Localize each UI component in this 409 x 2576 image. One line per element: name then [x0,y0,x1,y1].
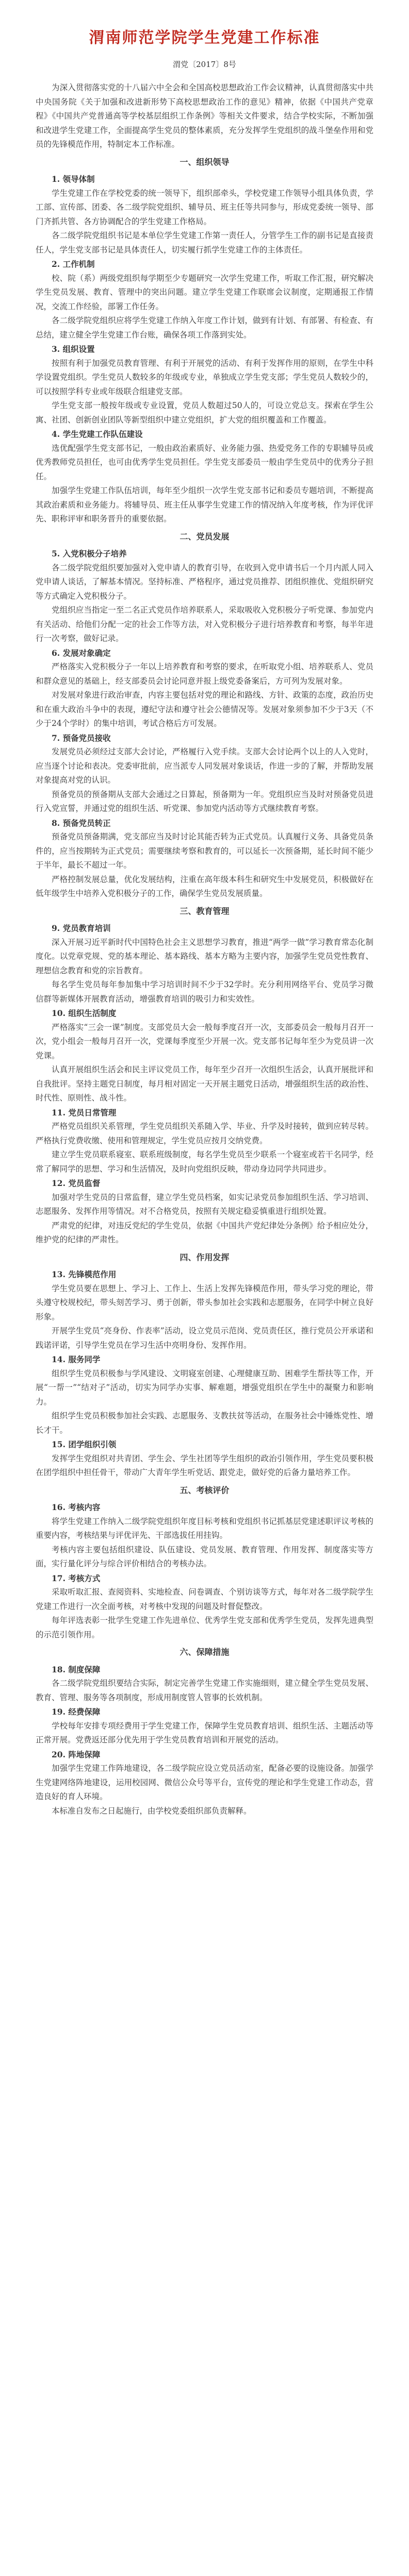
section-heading: 4. 学生党建工作队伍建设 [52,429,143,439]
document-number: 渭党〔2017〕8号 [173,60,236,69]
section-heading: 12. 党员监督 [52,1178,101,1188]
body-paragraph: 预备党员预备期满，党支部应当及时讨论其能否转为正式党员。认真履行义务、具备党员条件的，应当按期转为正式党员；需要继续考察和教育的，可以延长一次预备期，延长时间不能少于半年，最长不超过一年。 [36,832,373,870]
section-heading: 11. 党员日常管理 [52,1107,117,1117]
body-paragraph: 发展党员必须经过支部大会讨论，严格履行入党手续。支部大会讨论两个以上的人入党时，应当逐个讨论和表决。党委审批前，应当派专人同发展对象谈话，作进一步的了解，并帮助发展对象提高对党的认识。 [36,747,373,785]
body-paragraph: 每名学生党员每年参加集中学习培训时间不少于32学时。充分利用网络平台、党员学习微信群等新媒体开展教育活动，增强教育培训的吸引力和实效性。 [36,980,373,1004]
chapter-heading: 二、党员发展 [179,531,230,541]
body-paragraph: 学生党支部一般按年级或专业设置，党员人数超过50人的，可设立党总支。探索在学生公寓、社团、创新创业团队等新型组织中建立党组织，扩大党的组织覆盖和工作覆盖。 [36,401,373,425]
body-paragraph: 开展学生党员“亮身份、作表率”活动，设立党员示范岗、党员责任区，推行党员公开承诺和践诺评诺，引导学生党员在学习生活中亮明身份、发挥作用。 [36,1326,373,1350]
body-paragraph: 对发展对象进行政治审查，内容主要包括对党的理论和路线、方针、政策的态度，政治历史和在重大政治斗争中的表现，遵纪守法和遵守社会公德情况等。发展对象须参加不少于3天（不少于24个学时）的集中培训，考试合格后方可发展。 [36,690,373,728]
body-paragraph: 各二级学院党组织要结合实际，制定完善学生党建工作实施细则，建立健全学生党员发展、教育、管理、服务等各项制度，形成用制度管人管事的长效机制。 [36,1679,373,1702]
body-paragraph: 深入开展习近平新时代中国特色社会主义思想学习教育，推进“两学一做”学习教育常态化制度化。以党章党规、党的基本理论、基本路线、基本方略为主要内容，加强学生党员党性教育、理想信念教育和党的宗旨教育。 [36,937,373,975]
body-paragraph: 发挥学生党组织对共青团、学生会、学生社团等学生组织的政治引领作用，学生党员要积极在团学组织中担任骨干，带动广大青年学生听党话、跟党走，做好党的后备力量培养工作。 [36,1453,373,1477]
section-heading: 15. 团学组织引领 [52,1439,117,1449]
body-paragraph: 按照有利于加强党员教育管理、有利于开展党的活动、有利于发挥作用的原则，在学生中科学设置党组织。学生党员人数较多的年级或专业，单独成立学生党支部；学生党员人数较少的，可以按照学科专业或年级联合组建党支部。 [36,358,373,396]
section-heading: 8. 预备党员转正 [52,818,111,828]
body-paragraph: 加强学生党建工作队伍培训，每年至少组织一次学生党支部书记和委员专题培训，不断提高其政治素质和业务能力。将辅导员、班主任从事学生党建工作的情况纳入年度考核，作为评优评先、职称评审和职务晋升的重要依据。 [36,486,373,523]
body-paragraph: 各二级学院党组织书记是本单位学生党建工作第一责任人，分管学生工作的副书记是直接责任人，学生党支部书记是具体责任人，切实履行抓学生党建工作的主体责任。 [36,231,373,255]
body-paragraph: 加强对学生党员的日常监督，建立学生党员档案，如实记录党员参加组织生活、学习培训、志愿服务、发挥作用等情况。对不合格党员，按照有关规定稳妥慎重进行组织处置。 [36,1192,373,1216]
body-paragraph: 各二级学院党组织要加强对入党申请人的教育引导，在收到入党申请书后一个月内派人同入党申请人谈话，了解基本情况。坚持标准、严格程序，通过党员推荐、团组织推优、党组织研究等方式确定入党积极分子。 [36,563,373,601]
document-body [36,155,373,1819]
body-paragraph: 认真开展组织生活会和民主评议党员工作，每年至少召开一次组织生活会，认真开展批评和自我批评。坚持主题党日制度，每月相对固定一天开展主题党日活动，增强组织生活的政治性、时代性、原则性、战斗性。 [36,1065,373,1103]
body-paragraph: 组织学生党员积极参与学风建设、文明寝室创建、心理健康互助、困难学生帮扶等工作，开展“一帮一”“结对子”活动，切实为同学办实事、解难题，增强党组织在学生中的凝聚力和影响力。 [36,1368,373,1406]
chapter-heading: 三、教育管理 [179,906,230,916]
body-paragraph: 严格落实“三会一课”制度。支部党员大会一般每季度召开一次，支部委员会一般每月召开一次，党小组会一般每月召开一次，党课每季度至少开展一次。党支部书记每年至少为党员讲一次党课。 [36,1022,373,1060]
section-heading: 13. 先锋模范作用 [52,1269,117,1279]
section-heading: 5. 入党积极分子培养 [52,549,127,558]
body-paragraph: 校、院（系）两级党组织每学期至少专题研究一次学生党建工作，听取工作汇报，研究解决学生党员发展、教育、管理中的突出问题。建立学生党建工作联席会议制度，定期通报工作情况，交流工作经验，部署工作任务。 [36,273,373,311]
section-heading: 19. 经费保障 [52,1707,101,1717]
body-paragraph: 将学生党建工作纳入二级学院党组织年度目标考核和党组织书记抓基层党建述职评议考核的重要内容，考核结果与评优评先、干部选拔任用挂钩。 [36,1516,373,1540]
body-paragraph: 学校每年安排专项经费用于学生党建工作，保障学生党员教育培训、组织生活、主题活动等正常开展。党费返还部分优先用于学生党员教育培训和开展党的活动。 [36,1721,373,1744]
chapter-heading: 一、组织领导 [179,157,230,167]
body-paragraph: 各二级学院党组织应将学生党建工作纳入年度工作计划，做到有计划、有部署、有检查、有总结，建立健全学生党建工作台账，确保各项工作落到实处。 [36,316,373,340]
intro-paragraph: 为深入贯彻落实党的十八届六中全会和全国高校思想政治工作会议精神，认真贯彻落实中共中央国务院《关于加强和改进新形势下高校思想政治工作的意见》精神，依据《中国共产党章程》《中国共产党普通高等学校基层组织工作条例》等相关文件要求，结合学校实际，不断加强和改进学生党建工作，全面提高学生党员的整体素质，充分发挥学生党组织的战斗堡垒作用和党员的先锋模范作用，特制定本工作标准。 [36,83,373,149]
section-heading: 2. 工作机制 [52,259,95,269]
chapter-heading: 六、保障措施 [179,1647,230,1657]
body-paragraph: 本标准自发布之日起施行，由学校党委组织部负责解释。 [52,1806,252,1816]
chapter-heading: 四、作用发挥 [179,1252,230,1262]
document-title: 渭南师范学院学生党建工作标准 [89,29,320,47]
section-heading: 14. 服务同学 [52,1354,101,1364]
body-paragraph: 学生党建工作在学校党委的统一领导下，组织部牵头，学校党建工作领导小组具体负责，学工部、宣传部、团委、各二级学院党组织、辅导员、班主任等共同参与，形成党委统一领导、部门齐抓共管、各方协调配合的学生党建工作格局。 [36,188,373,226]
body-paragraph: 加强学生党建工作阵地建设，各二级学院应设立党员活动室，配备必要的设施设备。加强学生党建网络阵地建设，运用校园网、微信公众号等平台，宣传党的理论和学生党建工作动态，营造良好的育人环境。 [36,1764,373,1801]
body-paragraph: 严格党员组织关系管理，学生党员组织关系随入学、毕业、升学及时接转，做到应转尽转。严格执行党费收缴、使用和管理规定，学生党员应按月交纳党费。 [36,1122,373,1145]
section-heading: 16. 考核内容 [52,1502,101,1512]
body-paragraph: 严格落实入党积极分子一年以上培养教育和考察的要求，在听取党小组、培养联系人、党员和群众意见的基础上，经支部委员会讨论同意并报上级党委备案后，方可列为发展对象。 [36,662,373,686]
body-paragraph: 选优配强学生党支部书记，一般由政治素质好、业务能力强、热爱党务工作的专职辅导员或优秀教师党员担任，也可由优秀学生党员担任。学生党支部委员一般由学生党员中的优秀分子担任。 [36,443,373,481]
section-heading: 1. 领导体制 [52,174,95,184]
section-heading: 18. 制度保障 [52,1664,101,1674]
section-heading: 10. 组织生活制度 [52,1008,117,1018]
section-heading: 7. 预备党员接收 [52,733,111,743]
section-heading: 9. 党员教育培训 [52,923,111,933]
section-heading: 3. 组织设置 [52,344,95,354]
body-paragraph: 采取听取汇报、查阅资料、实地检查、问卷调查、个别访谈等方式，每年对各二级学院学生党建工作进行一次全面考核，对考核中发现的问题及时督促整改。 [36,1587,373,1611]
body-paragraph: 组织学生党员积极参加社会实践、志愿服务、支教扶贫等活动，在服务社会中锤炼党性、增长才干。 [36,1411,373,1435]
body-paragraph: 学生党员要在思想上、学习上、工作上、生活上发挥先锋模范作用，带头学习党的理论，带头遵守校规校纪，带头刻苦学习、勇于创新，带头参加社会实践和志愿服务，在同学中树立良好形象。 [36,1283,373,1321]
section-heading: 20. 阵地保障 [52,1749,101,1759]
body-paragraph: 考核内容主要包括组织建设、队伍建设、党员发展、教育管理、作用发挥、制度落实等方面，实行量化评分与综合评价相结合的考核办法。 [36,1545,373,1568]
body-paragraph: 严格控制发展总量，优化发展结构，注重在高年级本科生和研究生中发展党员，积极做好在低年级学生中培养入党积极分子的工作，确保学生党员发展质量。 [36,874,373,898]
chapter-heading: 五、考核评价 [179,1485,230,1495]
body-paragraph: 严肃党的纪律，对违反党纪的学生党员，依据《中国共产党纪律处分条例》给予相应处分，维护党的纪律的严肃性。 [36,1221,373,1244]
body-paragraph: 每年评选表彰一批学生党建工作先进单位、优秀学生党支部和优秀学生党员，发挥先进典型的示范引领作用。 [36,1616,373,1639]
body-paragraph: 预备党员的预备期从支部大会通过之日算起，预备期为一年。党组织应当及时对预备党员进行入党宣誓，并通过党的组织生活、听党课、参加党内活动等方式继续教育考察。 [36,789,373,813]
section-heading: 6. 发展对象确定 [52,648,111,658]
section-heading: 17. 考核方式 [52,1573,101,1583]
body-paragraph: 党组织应当指定一至二名正式党员作培养联系人，采取吸收入党积极分子听党课、参加党内有关活动、给他们分配一定的社会工作等方法，对入党积极分子进行培养教育和考察，每半年进行一次考察，做好记录。 [36,605,373,643]
body-paragraph: 建立学生党员联系寝室、联系班级制度，每名学生党员至少联系一个寝室或若干名同学，经常了解同学的思想、学习和生活情况，及时向党组织反映，带动身边同学共同进步。 [36,1150,373,1174]
